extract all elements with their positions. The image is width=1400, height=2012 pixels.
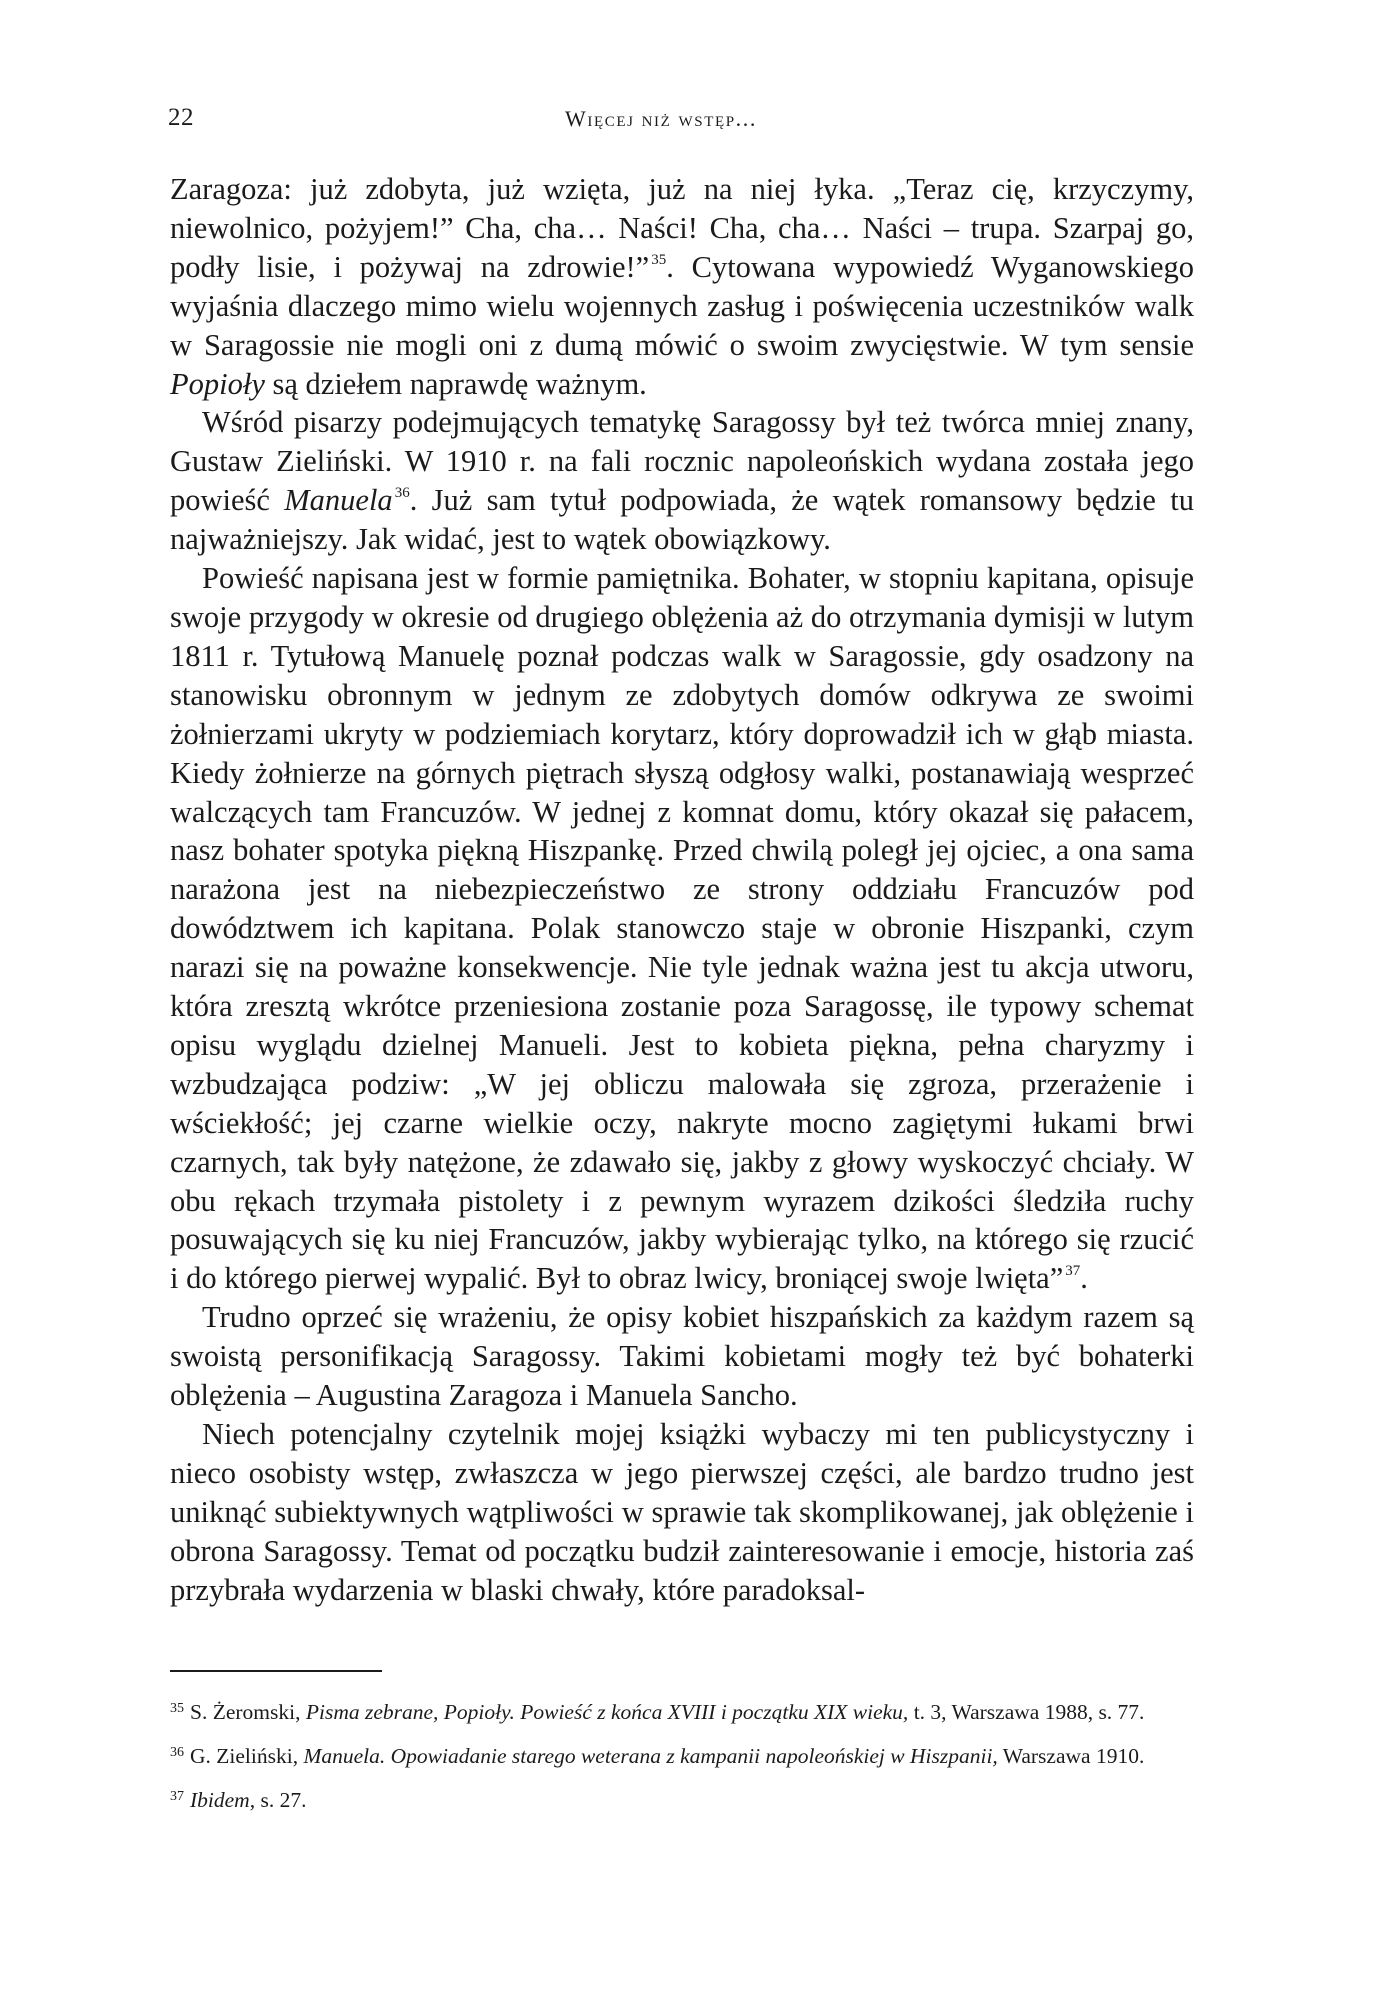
running-head: Więcej niż wstęp... <box>565 106 757 131</box>
footnote-title: Manuela. Opowiadanie starego weterana z kampanii napoleońskiej w Hiszpanii, <box>303 1744 998 1768</box>
footnote-title: Pisma zebrane, Popioły. Powieść z końca XVIII i początku XIX wieku, <box>305 1700 909 1724</box>
paragraph-1-text-c: są dziełem naprawdę ważnym. <box>264 366 647 401</box>
footnote-35 <box>170 1694 1194 1727</box>
footnote-ref-37: 37 <box>1065 1263 1081 1280</box>
paragraph-1-text-a: Zaragoza: już zdobyta, już wzięta, już na niej łyka. „Teraz cię, krzyczymy, niewolnico, pożyjem!” Cha, cha… Naści! Cha, cha… Naści – trupa. Szarpaj go, podły lisie, i pożywaj na zdrowie!” <box>170 172 1194 284</box>
footnote-text: Warszawa 1910. <box>997 1744 1145 1768</box>
book-title-manuela: Manuela <box>284 483 393 518</box>
footnote-rule <box>170 1670 382 1672</box>
footnote-number: 36 <box>170 1745 184 1760</box>
paragraph-3-text-a: Powieść napisana jest w formie pamiętnika. Bohater, w stopniu kapitana, opisuje swoje przygody w okresie od drugiego oblężenia aż do otrzymania dymisji w lutym 1811 r. Tytułową Manuelę poznał podczas walk w Saragossie, gdy osadzony na stanowisku obronnym w jednym ze zdobytych domów odkrywa ze swoimi żołnierzami ukryty w podziemiach korytarz, który doprowadził ich w głąb miasta. Kiedy żołnierze na górnych piętrach słyszą odgłosy walki, postanawiają wesprzeć walczących tam Francuzów. W jednej z komnat domu, który okazał się pałacem, nasz bohater spotyka piękną Hiszpankę. Przed chwilą poległ jej ojciec, a ona sama narażona jest na niebezpieczeństwo ze strony oddziału Francuzów pod dowództwem ich kapitana. Polak stanowczo staje w obronie Hiszpanki, czym narazi się na poważne konsekwencje. Nie tyle jednak ważna jest tu akcja utworu, która zresztą wkrótce przeniesiona zostanie poza Saragossę, ile typowy schemat opisu wyglądu dzielnej Manueli. Jest to kobieta piękna, pełna charyzmy i wzbudzająca podziw: „W jej obliczu malowała się zgroza, przerażenie i wściekłość; jej czarne wielkie oczy, nakryte mocno zagiętymi łukami brwi czarnych, tak były natężone, że zdawało się, jakby z głowy wyskoczyć chciały. W obu rękach trzymała pistolety i z pewnym wyrazem dzikości śledziła ruchy posuwających się ku niej Francuzów, jakby wybierając tylko, na którego się rzucić i do którego pierwej wypalić. Był to obraz lwicy, broniącej swoje lwięta” <box>170 561 1194 1296</box>
footnote-ref-36: 36 <box>394 485 410 502</box>
footnote-37 <box>170 1782 1194 1815</box>
footnote-text: t. 3, Warszawa 1988, s. 77. <box>908 1700 1145 1724</box>
paragraph-2 <box>170 403 1194 559</box>
paragraph-1-text-b: . Cytowana wypowiedź Wyganowskiego wyjaśnia dlaczego mimo wielu wojennych zasług i poświęcenia uczestników walk w Saragossie nie mogli oni z dumą mówić o swoim zwycięstwie. W tym sensie <box>170 249 1194 362</box>
footnotes <box>170 1670 1194 1826</box>
paragraph-2-text-b: . Już sam tytuł podpowiada, że wątek romansowy będzie tu najważniejszy. Jak widać, jest to wątek obowiązkowy. <box>170 483 1195 557</box>
paragraph-2-text-a: Wśród pisarzy podejmujących tematykę Saragossy był też twórca mniej znany, Gustaw Zieliński. W 1910 r. na fali rocznic napoleońskich wydana została jego powieść <box>170 405 1194 518</box>
footnote-text: , s. 27. <box>249 1788 307 1812</box>
paragraph-1 <box>170 170 1194 403</box>
page-number: 22 <box>168 104 194 131</box>
paragraph-3 <box>170 559 1194 1298</box>
footnote-title: Ibidem <box>190 1788 250 1812</box>
paragraph-3-text-b: . <box>1080 1261 1088 1296</box>
book-title-popioly: Popioły <box>170 366 265 401</box>
footnote-text: G. Zieliński, <box>190 1744 304 1768</box>
footnote-number: 37 <box>170 1789 184 1804</box>
footnote-36 <box>170 1738 1194 1771</box>
footnote-ref-35: 35 <box>651 251 667 268</box>
footnote-text: S. Żeromski, <box>190 1700 306 1724</box>
paragraph-4: Trudno oprzeć się wrażeniu, że opisy kobiet hiszpańskich za każdym razem są swoistą personifikacją Saragossy. Takimi kobietami mogły też być bohaterki oblężenia – Augustina Zaragoza i Manuela Sancho. <box>170 1300 1194 1413</box>
body-text <box>170 170 1194 1610</box>
footnote-number: 35 <box>170 1701 184 1716</box>
paragraph-5: Niech potencjalny czytelnik mojej książki wybaczy mi ten publicystyczny i nieco osobisty wstęp, zwłaszcza w jego pierwszej części, ale bardzo trudno jest uniknąć subiektywnych wątpliwości w sprawie tak skomplikowanej, jak oblężenie i obrona Saragossy. Temat od początku budził zainteresowanie i emocje, historia zaś przybrała wydarzenia w blaski chwały, które paradoksal- <box>170 1417 1194 1607</box>
